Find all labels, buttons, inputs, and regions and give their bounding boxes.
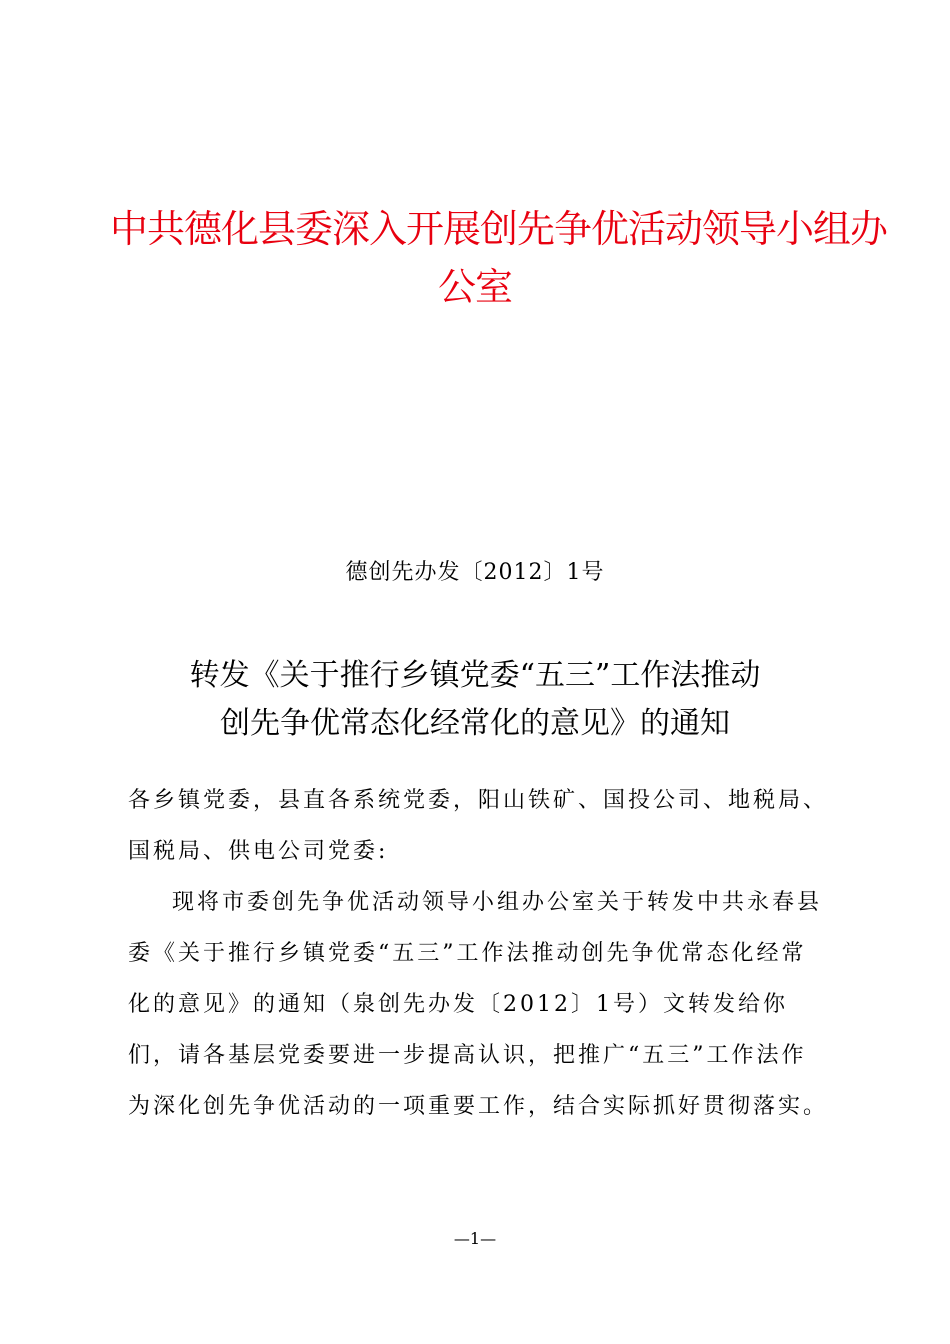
addressees: 各乡镇党委，县直各系统党委，阳山铁矿、国投公司、地税局、国税局、供电公司党委: — [128, 788, 829, 864]
issuer-heading — [110, 200, 888, 316]
document-title — [80, 652, 870, 748]
body-paragraph: 现将市委创先争优活动领导小组办公室关于转发中共永春县委《关于推行乡镇党委“五三”工作法推动创先争优常态化经常化的意见》的通知（泉创先办发〔2012〕1号）文转发给你们，请各基层党委要进一步提高认识，把推广“五三”工作法作为深化创先争优活动的一项重要工作，结合实际抓好贯彻落实。 — [128, 890, 829, 1119]
issuer-line-2: 公室 — [437, 265, 512, 309]
document-number: 德创先办发〔2012〕1号 — [345, 560, 605, 585]
title-line-2: 创先争优常态化经常化的意见》的通知 — [220, 706, 730, 741]
page-number: —1— — [453, 1229, 497, 1248]
issuer-line-1: 中共德化县委深入开展创先争优活动领导小组办 — [110, 207, 888, 251]
document-body — [128, 775, 828, 1132]
title-line-1: 转发《关于推行乡镇党委“五三”工作法推动 — [189, 658, 761, 693]
